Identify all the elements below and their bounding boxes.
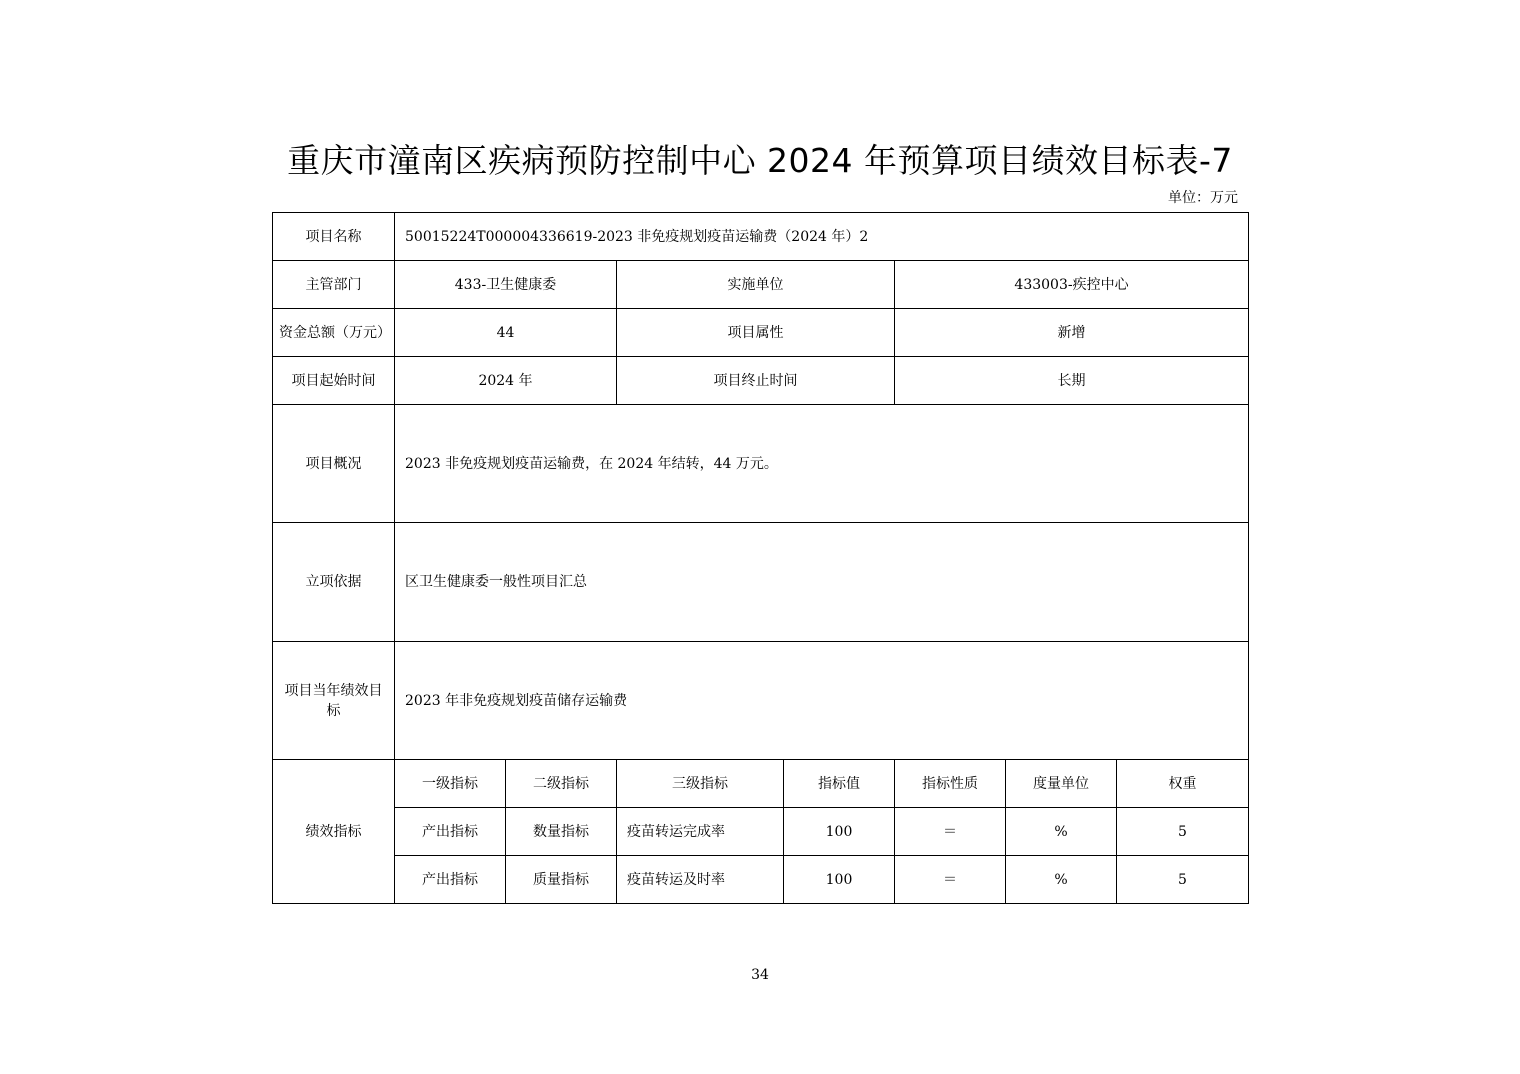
row-basis [273,523,1249,642]
indicator-cell: 疫苗转运完成率 [617,808,784,856]
dept-value: 433-卫生健康委 [395,261,617,309]
attr-value: 新增 [895,309,1249,357]
indicator-cell: 5 [1117,808,1249,856]
indicator-header-cell: 权重 [1117,760,1249,808]
indicator-cell: 100 [784,808,895,856]
row-overview [273,405,1249,523]
perf-label: 绩效指标 [273,760,395,904]
end-label: 项目终止时间 [617,357,895,405]
indicator-row [273,856,1249,904]
indicator-row [273,808,1249,856]
indicator-header-cell: 三级指标 [617,760,784,808]
indicator-cell: 产出指标 [395,808,506,856]
goal-label: 项目当年绩效目标 [273,642,395,760]
impl-label: 实施单位 [617,261,895,309]
impl-value: 433003-疾控中心 [895,261,1249,309]
performance-table [272,212,1249,904]
row-project-name [273,213,1249,261]
indicator-header-row [273,760,1249,808]
dept-label: 主管部门 [273,261,395,309]
unit-label: 单位：万元 [1168,190,1238,206]
start-label: 项目起始时间 [273,357,395,405]
indicator-cell: % [1006,856,1117,904]
indicator-cell: 产出指标 [395,856,506,904]
row-department [273,261,1249,309]
indicator-cell: ＝ [895,856,1006,904]
indicator-header-cell: 指标性质 [895,760,1006,808]
overview-value: 2023 非免疫规划疫苗运输费，在 2024 年结转，44 万元。 [395,405,1249,523]
indicator-header-cell: 一级指标 [395,760,506,808]
goal-value: 2023 年非免疫规划疫苗储存运输费 [395,642,1249,760]
attr-label: 项目属性 [617,309,895,357]
row-goal [273,642,1249,760]
indicator-header-cell: 度量单位 [1006,760,1117,808]
basis-label: 立项依据 [273,523,395,642]
indicator-header-cell: 指标值 [784,760,895,808]
page-number: 34 [751,967,769,983]
overview-label: 项目概况 [273,405,395,523]
row-fund [273,309,1249,357]
row-time [273,357,1249,405]
page-title: 重庆市潼南区疾病预防控制中心 2024 年预算项目绩效目标表-7 [287,141,1233,180]
project-name-label: 项目名称 [273,213,395,261]
fund-label: 资金总额（万元） [273,309,395,357]
indicator-cell: 5 [1117,856,1249,904]
indicator-cell: 数量指标 [506,808,617,856]
indicator-cell: 质量指标 [506,856,617,904]
basis-value: 区卫生健康委一般性项目汇总 [395,523,1249,642]
indicator-cell: % [1006,808,1117,856]
project-name-value: 50015224T000004336619-2023 非免疫规划疫苗运输费（2024 年）2 [395,213,1249,261]
start-value: 2024 年 [395,357,617,405]
end-value: 长期 [895,357,1249,405]
indicator-cell: ＝ [895,808,1006,856]
indicator-cell: 疫苗转运及时率 [617,856,784,904]
indicator-header-cell: 二级指标 [506,760,617,808]
indicator-cell: 100 [784,856,895,904]
fund-value: 44 [395,309,617,357]
